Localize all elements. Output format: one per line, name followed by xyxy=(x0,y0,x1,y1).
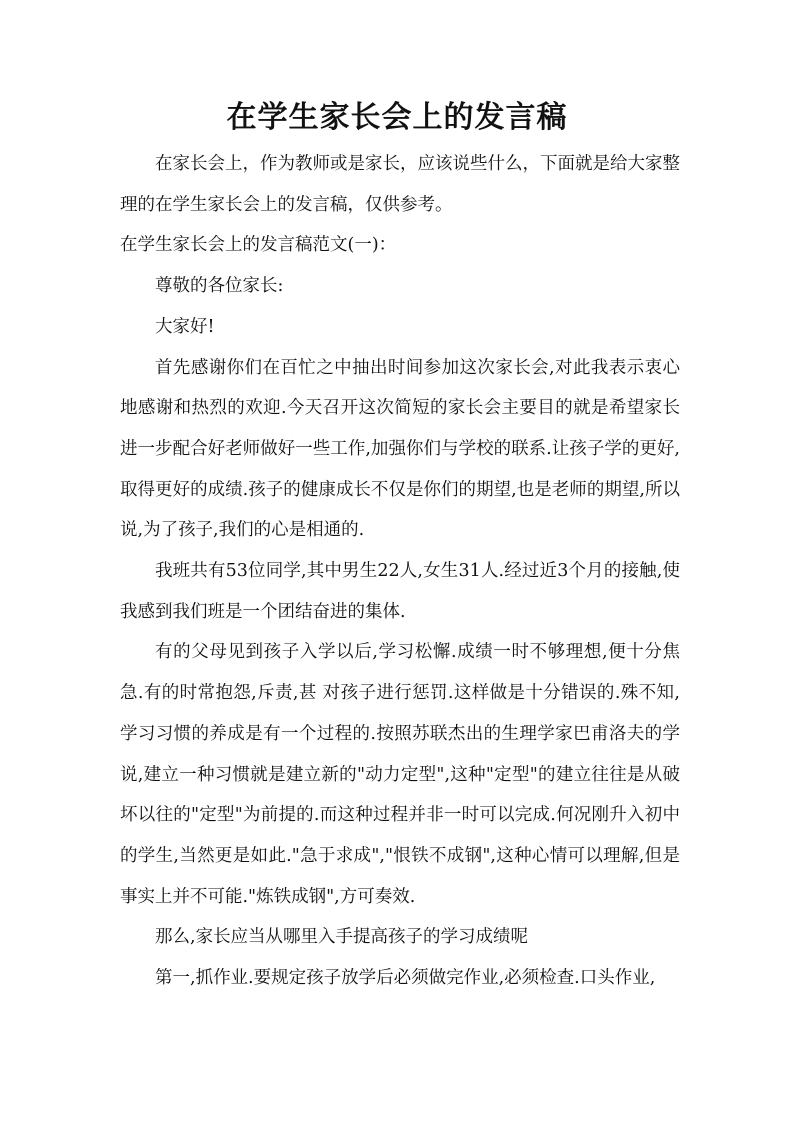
document-body xyxy=(120,144,680,999)
document-title: 在学生家长会上的发言稿 xyxy=(226,100,568,135)
salutation: 尊敬的各位家长: xyxy=(155,276,284,297)
body-paragraph: 我班共有53位同学,其中男生22人,女生31人.经过近3个月的接触,使我感到我们班是一个团结奋进的集体. xyxy=(120,561,680,622)
body-paragraph: 首先感谢你们在百忙之中抽出时间参加这次家长会,对此我表示衷心地感谢和热烈的欢迎.今天召开这次简短的家长会主要目的就是希望家长进一步配合好老师做好一些工作,加强你们与学校的联系.让孩子学的更好,取得更好的成绩.孩子的健康成长不仅是你们的期望,也是老师的期望,所以说,为了孩子,我们的心是相通的. xyxy=(120,357,680,541)
body-paragraph: 那么,家长应当从哪里入手提高孩子的学习成绩呢 xyxy=(155,927,529,948)
body-paragraph: 有的父母见到孩子入学以后,学习松懈.成绩一时不够理想,便十分焦急.有的时常抱怨,斥责,甚 对孩子进行惩罚.这样做是十分错误的.殊不知,学习习惯的养成是有一个过程的.按照苏联杰出的生理学家巴甫洛夫的学说,建立一种习惯就是建立新的"动力定型",这种"定型"的建立往往是从破坏以往的"定型"为前提的.而这种过程并非一时可以完成.何况刚升入初中的学生,当然更是如此."急于求成","恨铁不成钢",这种心情可以理解,但是事实上并不可能."炼铁成钢",方可奏效. xyxy=(120,642,680,907)
section-heading: 在学生家长会上的发言稿范文(一)： xyxy=(120,235,397,256)
greeting: 大家好! xyxy=(155,316,215,337)
body-paragraph: 第一,抓作业.要规定孩子放学后必须做完作业,必须检查.口头作业, xyxy=(155,968,656,989)
intro-paragraph: 在家长会上，作为教师或是家长，应该说些什么，下面就是给大家整理的在学生家长会上的发言稿，仅供参考。 xyxy=(120,154,680,215)
